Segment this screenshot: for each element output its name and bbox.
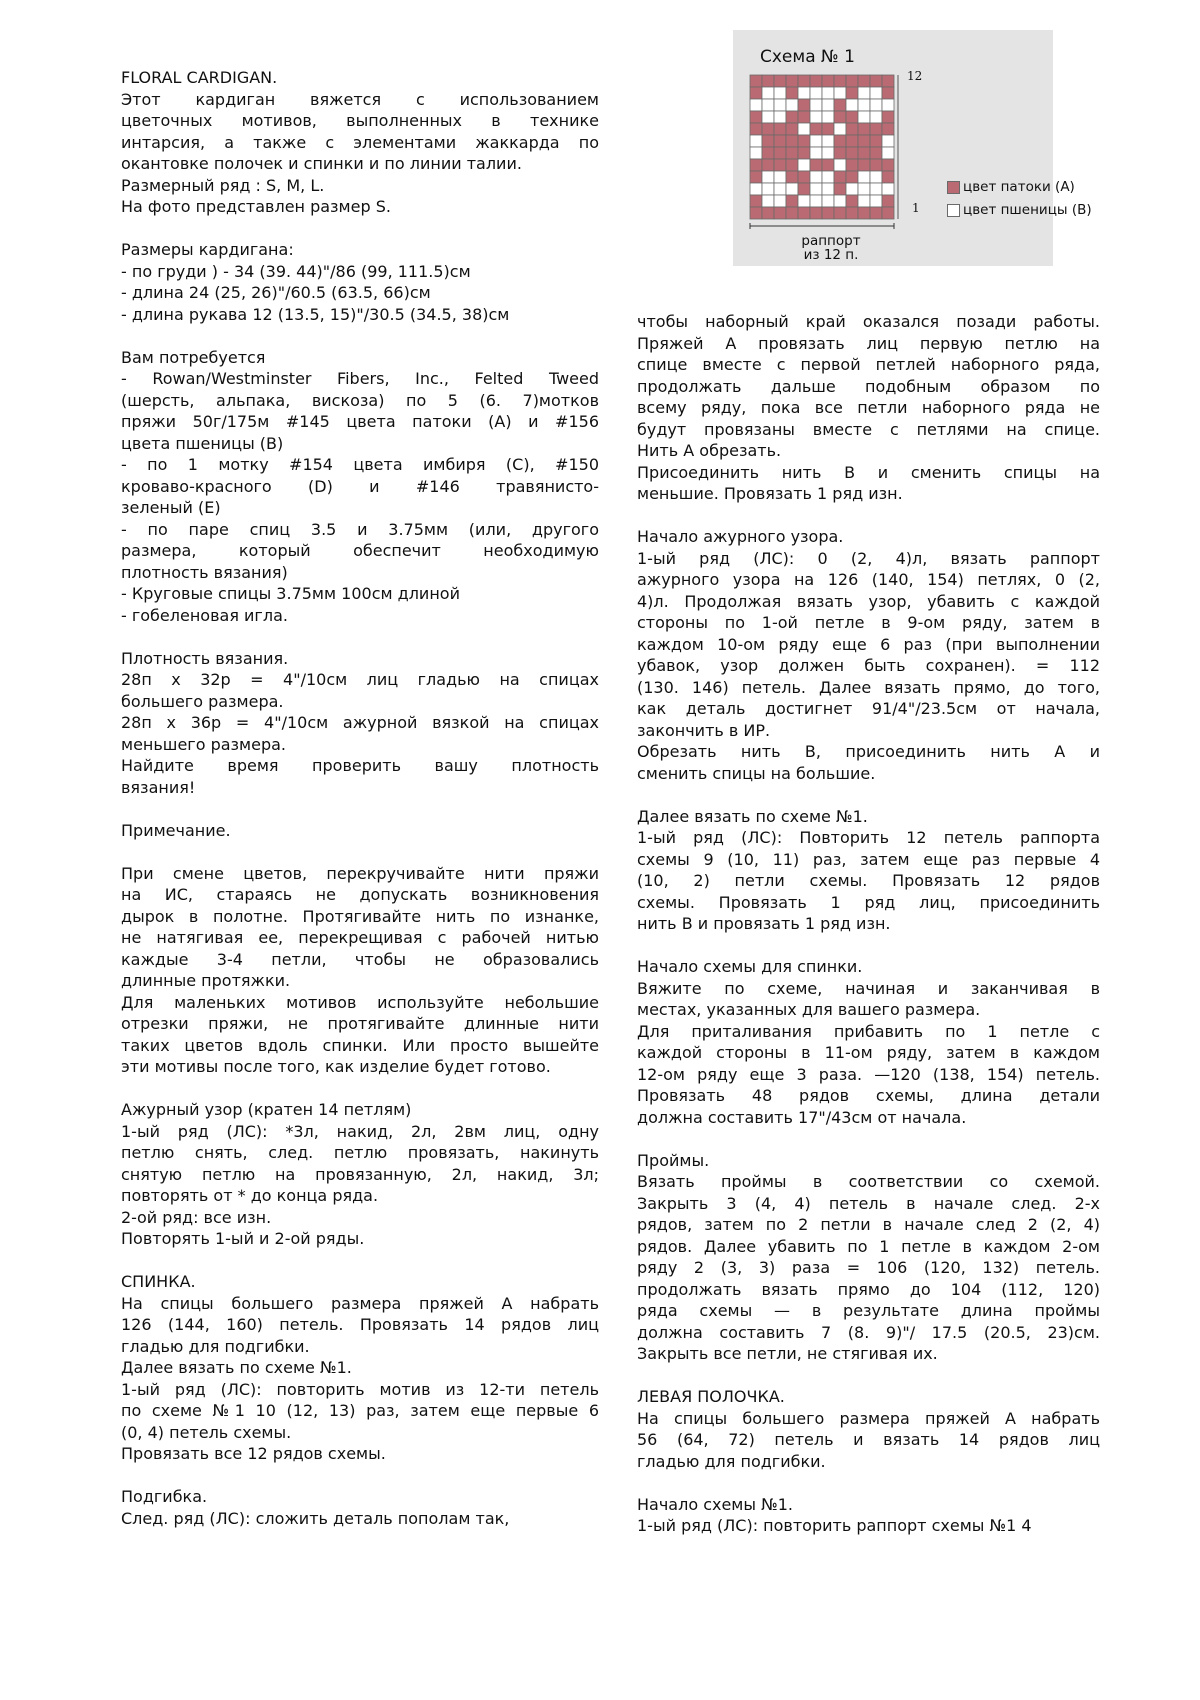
chart-cell	[762, 159, 774, 171]
chart-cell	[846, 123, 858, 135]
right-line	[637, 1472, 1100, 1494]
right-line: местах, указанных для вашего размера.	[637, 1000, 981, 1019]
chart-cell	[858, 147, 870, 159]
right-line: продолжать вязать прямо до 104 (112, 120)	[637, 1279, 1100, 1299]
chart-cell	[870, 135, 882, 147]
right-line: каждом 10-ом ряду еще 6 раз (при выполнении	[637, 634, 1100, 654]
chart-cell	[810, 147, 822, 159]
right-line: Присоединить нить В и сменить спицы на	[637, 462, 1100, 482]
chart-cell	[798, 123, 810, 135]
chart-cell	[846, 111, 858, 123]
chart-cell	[810, 75, 822, 87]
left-line: снятую петлю на провязанную, 2л, накид, 3л;	[121, 1164, 599, 1184]
chart-cell	[870, 195, 882, 207]
chart-scheme-1	[733, 30, 1092, 266]
repeat-label	[791, 234, 871, 262]
chart-cell	[774, 195, 786, 207]
left-line: Вам потребуется	[121, 347, 266, 367]
chart-cell	[822, 75, 834, 87]
chart-cell	[750, 123, 762, 135]
chart-cell	[870, 171, 882, 183]
left-line	[121, 325, 599, 347]
left-line: - длина 24 (25, 26)"/60.5 (63.5, 66)см	[121, 283, 431, 302]
right-line: Провязать 48 рядов схемы, длина детали	[637, 1086, 1100, 1105]
chart-cell	[810, 135, 822, 147]
chart-cell	[810, 111, 822, 123]
chart-cell	[882, 147, 894, 159]
left-line: Размерный ряд : S, M, L.	[121, 175, 325, 195]
chart-cell	[882, 207, 894, 219]
left-line: 28п х 32р = 4"/10см лиц гладью на спицах	[121, 670, 599, 689]
left-line: Этот кардиган вяжется с использованием	[121, 89, 599, 109]
chart-cell	[786, 183, 798, 195]
chart-cell	[798, 183, 810, 195]
chart-cell	[870, 75, 882, 87]
left-line: На спицы большего размера пряжей А набрать	[121, 1293, 599, 1313]
chart-cell	[858, 123, 870, 135]
chart-cell	[786, 135, 798, 147]
chart-cell	[774, 75, 786, 87]
chart-cell	[846, 171, 858, 183]
legend-item-b	[947, 202, 1092, 218]
chart-cell	[762, 123, 774, 135]
chart-cell	[774, 159, 786, 171]
chart-cell	[882, 171, 894, 183]
left-line: Провязать все 12 рядов схемы.	[121, 1444, 386, 1463]
right-line: (130. 146) петель. Далее вязать прямо, до того,	[637, 677, 1100, 697]
chart-cell	[762, 171, 774, 183]
left-line: Размеры кардигана:	[121, 240, 294, 259]
left-line: - по 1 мотку #154 цвета имбиря (С), #150	[121, 455, 599, 474]
legend-swatch-b	[947, 204, 960, 217]
chart-cell	[834, 195, 846, 207]
chart-cell	[870, 207, 882, 219]
chart-cell	[750, 195, 762, 207]
chart-cell	[870, 99, 882, 111]
left-line: Далее вязать по схеме №1.	[121, 1358, 352, 1377]
right-line: должна составить 17"/43см от начала.	[637, 1107, 967, 1127]
left-line: 126 (144, 160) петель. Провязать 14 рядов лиц	[121, 1315, 599, 1334]
left-line: не натягивая ее, перекрещивая с рабочей нитью	[121, 928, 599, 947]
right-line: ЛЕВАЯ ПОЛОЧКА.	[637, 1387, 785, 1406]
right-line: всему ряду, пока все петли наборного ряда не	[637, 398, 1100, 417]
legend-label-b: цвет пшеницы (В)	[963, 202, 1092, 218]
chart-cell	[762, 183, 774, 195]
right-line: Закрыть все петли, не стягивая их.	[637, 1344, 938, 1363]
legend-item-a	[947, 179, 1075, 195]
right-line	[637, 935, 1100, 957]
chart-grid	[733, 30, 1053, 266]
left-line: FLORAL CARDIGAN.	[121, 68, 278, 87]
left-line: большего размера.	[121, 691, 284, 711]
chart-cell	[774, 147, 786, 159]
right-line: Закрыть 3 (4, 4) петель в начале след. 2-х	[637, 1193, 1100, 1213]
right-line: продолжать дальше подобным образом по	[637, 376, 1100, 396]
left-line	[121, 1465, 599, 1487]
left-line: длинные протяжки.	[121, 971, 291, 990]
chart-cell	[858, 135, 870, 147]
chart-cell	[786, 87, 798, 99]
left-line: по схеме №1 10 (12, 13) раз, затем еще первые 6	[121, 1401, 599, 1420]
chart-cell	[882, 123, 894, 135]
chart-cell	[882, 111, 894, 123]
right-line: рядов. Далее убавить по 1 петле в каждом 2-ом	[637, 1236, 1100, 1256]
right-line: 1-ый ряд (ЛС): Повторить 12 петель раппорта	[637, 828, 1100, 847]
left-line: - Круговые спицы 3.75мм 100см длиной	[121, 584, 460, 603]
chart-cell	[882, 99, 894, 111]
chart-cell	[786, 171, 798, 183]
chart-cell	[822, 99, 834, 111]
right-line: Начало схемы №1.	[637, 1494, 793, 1514]
chart-cell	[870, 111, 882, 123]
left-line: меньшего размера.	[121, 734, 286, 754]
chart-cell	[774, 123, 786, 135]
left-line	[121, 841, 599, 863]
chart-cell	[834, 207, 846, 219]
chart-cell	[822, 159, 834, 171]
chart-cell	[810, 99, 822, 111]
chart-cell	[822, 147, 834, 159]
chart-cell	[834, 99, 846, 111]
chart-cell	[762, 147, 774, 159]
chart-cell	[858, 195, 870, 207]
left-line: - гобеленовая игла.	[121, 605, 288, 625]
left-line	[121, 798, 599, 820]
left-line: цветочных мотивов, выполненных в технике	[121, 111, 599, 130]
right-line: 4)л. Продолжая вязать узор, убавить с каждой	[637, 591, 1100, 611]
chart-cell	[786, 195, 798, 207]
legend-label-a: цвет патоки (А)	[963, 179, 1075, 195]
left-line: - по груди ) - 34 (39. 44)"/86 (99, 111.5)см	[121, 261, 471, 281]
right-line: 1-ый ряд (ЛС): повторить раппорт схемы №1 4	[637, 1516, 1032, 1535]
chart-cell	[846, 159, 858, 171]
chart-cell	[786, 147, 798, 159]
chart-cell	[882, 183, 894, 195]
chart-cell	[774, 171, 786, 183]
chart-cell	[834, 111, 846, 123]
chart-cell	[750, 147, 762, 159]
left-line	[121, 626, 599, 648]
right-line: Обрезать нить В, присоединить нить А и	[637, 742, 1100, 761]
chart-cell	[762, 111, 774, 123]
chart-cell	[750, 75, 762, 87]
chart-cell	[750, 111, 762, 123]
chart-cell	[846, 99, 858, 111]
chart-cell	[750, 171, 762, 183]
left-line: плотность вязания)	[121, 562, 288, 582]
chart-cell	[846, 195, 858, 207]
chart-cell	[882, 75, 894, 87]
chart-cell	[858, 87, 870, 99]
chart-cell	[810, 207, 822, 219]
chart-cell	[810, 171, 822, 183]
right-line: будут провязаны вместе с петлями на спице.	[637, 419, 1100, 439]
left-line: Ажурный узор (кратен 14 петлям)	[121, 1100, 412, 1119]
chart-cell	[822, 87, 834, 99]
left-line: петлю снять, след. петлю провязать, накинуть	[121, 1143, 599, 1162]
chart-cell	[774, 183, 786, 195]
chart-cell	[834, 87, 846, 99]
chart-cell	[870, 123, 882, 135]
chart-cell	[750, 99, 762, 111]
chart-cell	[834, 171, 846, 183]
left-line: На фото представлен размер S.	[121, 197, 391, 216]
chart-cell	[822, 123, 834, 135]
chart-cell	[762, 87, 774, 99]
left-line	[121, 1078, 599, 1100]
chart-cell	[882, 195, 894, 207]
left-line: Подгибка.	[121, 1487, 208, 1506]
right-line: (10, 2) петли схемы. Провязать 12 рядов	[637, 871, 1100, 890]
chart-cell	[762, 99, 774, 111]
chart-cell	[834, 75, 846, 87]
chart-cell	[798, 195, 810, 207]
right-line: ряда схемы — в результате длина проймы	[637, 1301, 1100, 1320]
chart-cell	[822, 183, 834, 195]
chart-cell	[822, 135, 834, 147]
chart-cell	[798, 99, 810, 111]
left-line: 28п х 36р = 4"/10см ажурной вязкой на спицах	[121, 713, 599, 732]
chart-cell	[810, 195, 822, 207]
left-line: Найдите время проверить вашу плотность	[121, 756, 599, 775]
left-line: Плотность вязания.	[121, 648, 289, 668]
right-line: спице вместе с первой петлей наборного ряда,	[637, 355, 1100, 374]
right-line: убавок, узор должен быть сохранен). = 112	[637, 656, 1100, 675]
left-line: цвета пшеницы (В)	[121, 433, 284, 453]
left-line: - Rowan/Westminster Fibers, Inc., Felted Tweed	[121, 369, 599, 388]
left-line: зеленый (Е)	[121, 498, 221, 517]
left-line: повторять от * до конца ряда.	[121, 1186, 379, 1205]
left-line: (0, 4) петель схемы.	[121, 1422, 292, 1442]
chart-cell	[750, 87, 762, 99]
right-line: Начало схемы для спинки.	[637, 957, 863, 976]
left-line: окантовке полочек и спинки и по линии талии.	[121, 154, 522, 173]
legend-swatch-a	[947, 181, 960, 194]
chart-cell	[834, 159, 846, 171]
right-line: должна составить 7 (8. 9)"/ 17.5 (20.5, 23)см.	[637, 1322, 1100, 1342]
chart-cell	[786, 111, 798, 123]
left-line: кроваво-красного (D) и #146 травянисто-	[121, 476, 599, 496]
chart-cell	[822, 111, 834, 123]
right-line: схемы. Провязать 1 ряд лиц, присоединить	[637, 892, 1100, 912]
chart-cell	[750, 183, 762, 195]
right-line: меньшие. Провязать 1 ряд изн.	[637, 484, 903, 503]
right-line: каждой стороны в 11-ом ряду, затем в каждом	[637, 1043, 1100, 1062]
chart-cell	[822, 171, 834, 183]
chart-cell	[750, 159, 762, 171]
left-line: таких цветов вдоль спинки. Или просто вышейте	[121, 1035, 599, 1055]
chart-cell	[846, 75, 858, 87]
chart-cell	[858, 207, 870, 219]
left-line: СПИНКА.	[121, 1272, 196, 1291]
left-line: пряжи 50г/175м #145 цвета патоки (А) и #156	[121, 412, 599, 431]
left-line: След. ряд (ЛС): сложить деталь пополам так,	[121, 1508, 510, 1528]
chart-cell	[846, 183, 858, 195]
right-line: нить В и провязать 1 ряд изн.	[637, 914, 891, 933]
right-line: стороны по 1-ой петле в 9-ом ряду, затем в	[637, 613, 1100, 632]
left-line: эти мотивы после того, как изделие будет готово.	[121, 1057, 551, 1076]
right-line: ряду 2 (3, 3) раза = 106 (120, 132) петель.	[637, 1258, 1100, 1277]
chart-cell	[846, 207, 858, 219]
chart-cell	[798, 147, 810, 159]
repeat-label-line1: раппорт	[801, 233, 861, 249]
right-line: схемы 9 (10, 11) раз, затем еще раз первые 4	[637, 849, 1100, 869]
chart-cell	[870, 159, 882, 171]
chart-cell	[822, 207, 834, 219]
chart-cell	[822, 195, 834, 207]
chart-title: Схема № 1	[760, 47, 855, 67]
chart-cell	[870, 87, 882, 99]
left-line: 1-ый ряд (ЛС): повторить мотив из 12-ти петель	[121, 1379, 599, 1399]
chart-cell	[774, 207, 786, 219]
right-line	[637, 1365, 1100, 1387]
chart-cell	[774, 99, 786, 111]
chart-cell	[858, 171, 870, 183]
chart-cell	[834, 123, 846, 135]
chart-cell	[786, 159, 798, 171]
chart-cell	[750, 135, 762, 147]
chart-cell	[834, 147, 846, 159]
chart-cell	[786, 207, 798, 219]
chart-cell	[858, 99, 870, 111]
chart-cell	[798, 159, 810, 171]
left-line: вязания!	[121, 777, 196, 797]
left-text-column	[121, 67, 599, 1529]
repeat-label-line2: из 12 п.	[803, 247, 859, 263]
chart-cell	[798, 135, 810, 147]
right-line: Нить А обрезать.	[637, 441, 782, 460]
right-line: чтобы наборный край оказался позади работы.	[637, 312, 1100, 331]
chart-cell	[858, 183, 870, 195]
chart-cell	[846, 147, 858, 159]
right-line: закончить в ИР.	[637, 720, 771, 740]
right-line: гладью для подгибки.	[637, 1451, 826, 1471]
chart-cell	[882, 159, 894, 171]
left-line: - по паре спиц 3.5 и 3.75мм (или, другого	[121, 519, 599, 539]
right-line: 56 (64, 72) петель и вязать 14 рядов лиц	[637, 1430, 1100, 1449]
left-line: Повторять 1-ый и 2-ой ряды.	[121, 1229, 365, 1248]
left-line: размера, который обеспечит необходимую	[121, 541, 599, 560]
left-line: - длина рукава 12 (13.5, 15)"/30.5 (34.5, 38)см	[121, 304, 510, 324]
chart-cell	[762, 195, 774, 207]
right-line: как деталь достигнет 91/4"/23.5см от начала,	[637, 699, 1100, 718]
chart-cell	[870, 147, 882, 159]
right-line: Вязать проймы в соответствии со схемой.	[637, 1172, 1100, 1191]
left-line: 1-ый ряд (ЛС): *3л, накид, 2л, 2вм лиц, одну	[121, 1121, 599, 1141]
chart-cell	[810, 159, 822, 171]
left-line	[121, 218, 599, 240]
chart-cell	[798, 75, 810, 87]
right-line	[637, 505, 1100, 527]
left-line: дырок в полотне. Протягивайте нить по изнанке,	[121, 906, 599, 926]
left-line: каждые 3-4 петли, чтобы не образовались	[121, 949, 599, 969]
row-label-bottom: 1	[912, 201, 920, 215]
left-line: При смене цветов, перекручивайте нити пряжи	[121, 863, 599, 883]
right-line: Проймы.	[637, 1150, 710, 1170]
right-text-column	[637, 311, 1100, 1537]
left-line: гладью для подгибки.	[121, 1336, 310, 1356]
right-line: рядов, затем по 2 петли в начале след 2 (2, 4)	[637, 1215, 1100, 1234]
chart-cell	[798, 207, 810, 219]
left-line: (шерсть, альпака, вискоза) по 5 (6. 7)мотков	[121, 390, 599, 410]
chart-cell	[786, 99, 798, 111]
right-line: Вяжите по схеме, начиная и заканчивая в	[637, 978, 1100, 998]
right-line: Далее вязать по схеме №1.	[637, 806, 868, 826]
chart-cell	[798, 87, 810, 99]
chart-cell	[762, 207, 774, 219]
chart-cell	[858, 111, 870, 123]
right-line: На спицы большего размера пряжей А набрать	[637, 1408, 1100, 1428]
right-line	[637, 1128, 1100, 1150]
chart-cell	[774, 111, 786, 123]
right-line: сменить спицы на большие.	[637, 763, 876, 783]
left-line: Примечание.	[121, 820, 231, 840]
chart-cell	[810, 183, 822, 195]
right-line: 1-ый ряд (ЛС): 0 (2, 4)л, вязать раппорт	[637, 548, 1100, 568]
chart-cell	[810, 87, 822, 99]
chart-cell	[774, 87, 786, 99]
chart-cell	[786, 123, 798, 135]
chart-cell	[846, 135, 858, 147]
chart-cell	[882, 135, 894, 147]
chart-cell	[882, 87, 894, 99]
chart-cell	[762, 75, 774, 87]
chart-cell	[798, 171, 810, 183]
left-line: на ИС, стараясь не допускать возникновения	[121, 885, 599, 904]
chart-cell	[762, 135, 774, 147]
chart-cell	[858, 159, 870, 171]
chart-cell	[798, 111, 810, 123]
chart-cell	[834, 135, 846, 147]
right-line: ажурного узора на 126 (140, 154) петлях, 0 (2,	[637, 570, 1100, 589]
left-line	[121, 1250, 599, 1272]
left-line: отрезки пряжи, не протягивайте длинные нити	[121, 1014, 599, 1033]
chart-cell	[846, 87, 858, 99]
chart-cell	[834, 183, 846, 195]
chart-cell	[774, 135, 786, 147]
right-line: Начало ажурного узора.	[637, 527, 844, 546]
chart-cell	[786, 75, 798, 87]
right-line: 12-ом ряду еще 3 раза. —120 (138, 154) петель.	[637, 1064, 1100, 1084]
chart-cell	[870, 183, 882, 195]
left-line: интарсия, а также с элементами жаккарда по	[121, 132, 599, 152]
chart-cell	[750, 207, 762, 219]
right-line: Для приталивания прибавить по 1 петле с	[637, 1021, 1100, 1041]
right-line	[637, 784, 1100, 806]
right-line: Пряжей А провязать лиц первую петлю на	[637, 333, 1100, 353]
left-line: Для маленьких мотивов используйте небольшие	[121, 992, 599, 1012]
row-label-top: 12	[907, 69, 923, 83]
chart-cell	[810, 123, 822, 135]
chart-cell	[858, 75, 870, 87]
left-line: 2-ой ряд: все изн.	[121, 1207, 272, 1227]
